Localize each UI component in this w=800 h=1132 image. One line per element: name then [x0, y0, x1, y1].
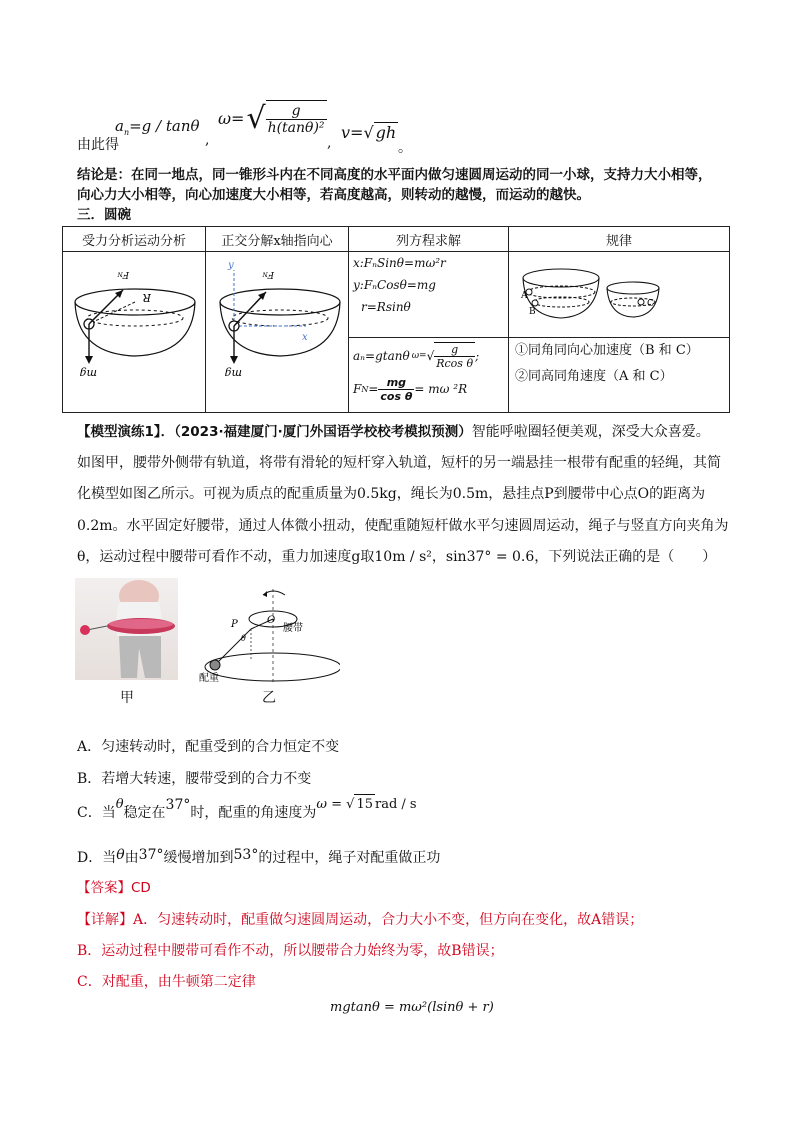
answer-detail-c: C．对配重，由牛顿第二定律 [77, 974, 256, 990]
equation-r: r=Rsinθ [361, 300, 411, 314]
choice-c-omega: ω = [316, 797, 343, 812]
label-c: C [647, 299, 654, 309]
choice-a: A．匀速转动时，配重受到的合力恒定不变 [77, 739, 340, 755]
an-subscript: n [123, 128, 130, 137]
cell-equations-top [349, 252, 509, 338]
omega-denominator: h(tanθ)² [267, 120, 325, 136]
equation-x: x:FₙSinθ=mω²r [353, 256, 446, 270]
problem-line5: θ，运动过程中腰带可看作不动，重力加速度g取10m / s²，sin37° = 0.6，下列说法正确的是（ ） [77, 549, 717, 565]
problem-line2: 如图甲，腰带外侧带有轨道，将带有滑轮的短杆穿入轨道，短杆的另一端悬挂一根带有配重的轻绳，其简 [77, 455, 721, 471]
label-a: A [521, 291, 528, 301]
header-decomposition: 正交分解x轴指向心 [206, 227, 349, 252]
answer-detail-b: B．运动过程中腰带可看作不动，所以腰带合力始终为零，故B错误； [77, 943, 504, 959]
cell-rules-text [509, 337, 730, 412]
choice-c-theta: θ [115, 797, 124, 812]
v-formula: v=√ gh [341, 123, 397, 142]
equation-y: y:FₙCosθ=mg [353, 278, 436, 292]
choice-b: B．若增大转速，腰带受到的合力不变 [77, 771, 312, 787]
choice-c-unit: rad / s [374, 797, 417, 812]
an-rhs: =g / tanθ [129, 117, 200, 135]
r-label: R [142, 291, 151, 304]
o-label: O [267, 615, 276, 626]
v-sqrt: gh [375, 123, 397, 142]
x-axis-label: x [302, 332, 308, 343]
rule-2: ②同高同角速度（A 和 C） [515, 368, 673, 384]
fn-symbol: F [353, 382, 362, 397]
an-symbol: a [115, 117, 124, 135]
answer-label: 【答案】CD [77, 880, 151, 896]
mg-label: mg [79, 367, 97, 380]
figure-yi-diagram [195, 585, 340, 685]
figure-jia-photo [75, 578, 178, 680]
rule-1: ①同角同向心加速度（B 和 C） [515, 342, 699, 358]
intro-end: 。 [398, 140, 412, 156]
fn-subscript: N [361, 384, 369, 394]
an-formula [115, 117, 200, 137]
problem-line1 [77, 419, 710, 445]
hula-hoop-illustration [75, 578, 178, 680]
v-lhs: v= [341, 123, 364, 142]
cell-force-diagram [63, 252, 206, 413]
fn-rhs: = mω ²R [414, 382, 468, 397]
eq4-end: ; [475, 348, 480, 363]
section-title: 三．圆碗 [77, 207, 131, 223]
choice-c-mid2: 时，配重的角速度为 [190, 805, 317, 821]
bowl-force-diagram [63, 252, 205, 408]
fn-denominator: cos θ [380, 389, 413, 403]
omega-formula: ω= √ $\frac{g}{\text{h(tanθ)²}}$ [218, 100, 325, 136]
omega-eq-denominator: Rcos θ [436, 356, 474, 370]
figure-jia-label: 甲 [120, 690, 134, 706]
theta-label: θ [241, 634, 246, 643]
choice-d-theta: θ [116, 847, 125, 863]
choice-c-mid: 稳定在 [123, 805, 166, 821]
equation-an: aₙ=gtanθ ω= √ $\frac{g}{\text{Rcos θ}}$ ; [353, 342, 480, 370]
an-equation-lhs: aₙ=gtanθ [353, 348, 410, 363]
fn-label: FN [117, 269, 129, 279]
bowl-decomposition-diagram [206, 252, 348, 408]
y-axis-label: y [228, 260, 234, 271]
choice-c-prefix: C．当 [77, 805, 116, 821]
intro-prefix: 由此得 [77, 137, 119, 153]
header-force-analysis: 受力分析运动分析 [63, 227, 206, 252]
choice-d-mid2: 缓慢增加到 [163, 850, 234, 866]
conclusion-line1: 结论是：在同一地点，同一锥形斗内在不同高度的水平面内做匀速圆周运动的同一小球，支持力大小相等， [77, 167, 712, 183]
answer-formula: mgtanθ = mω²(lsinθ + r) [330, 1000, 494, 1015]
comma-1: , [205, 132, 210, 148]
equation-fn: F N = $\frac{mg}{\text{cos θ}}$ = mω ²R [353, 375, 468, 403]
mg-label-2: mg [224, 367, 242, 380]
choice-c-angle: 37° [165, 797, 191, 813]
choice-d-prefix: D．当 [77, 850, 117, 866]
header-equations: 列方程求解 [349, 227, 509, 252]
problem-intro: 智能呼啦圈轻便美观，深受大众喜爱。 [471, 424, 710, 440]
analysis-table [62, 226, 730, 413]
figure-yi-label: 乙 [262, 690, 276, 706]
omega-numerator: g [266, 103, 327, 120]
choice-c: C．当 θ 稳定在 37° 时，配重的角速度为 ω = √ 15 rad / s [77, 802, 417, 823]
conical-pendulum-model [195, 585, 340, 685]
omega-equation-lhs: ω= [411, 350, 427, 361]
omega-eq-numerator: g [434, 343, 475, 357]
omega-lhs: ω= [218, 108, 245, 128]
choice-d-to: 53° [233, 847, 259, 863]
label-b: B [529, 307, 536, 317]
comma-2: , [327, 135, 332, 151]
problem-line4: 0.2m。水平固定好腰带，通过人体微小扭动，使配重随短杆做水平匀速圆周运动，绳子与竖直方向夹角为 [77, 518, 729, 534]
choice-d-end: 的过程中，绳子对配重做正功 [258, 850, 441, 866]
problem-title: 【模型演练1】．（2023·福建厦门·厦门外国语学校校考模拟预测） [77, 424, 472, 440]
conclusion-line2: 向心力大小相等，向心加速度大小相等，若高度越高，则转动的越慢，而运动的越快。 [77, 187, 590, 203]
answer-detail-a: 【详解】A．匀速转动时，配重做匀速圆周运动，合力大小不变，但方向在变化，故A错误； [77, 912, 644, 928]
choice-d [77, 848, 440, 868]
p-label: P [231, 619, 238, 630]
fn-numerator: mg [378, 376, 414, 390]
weight-label: 配重 [199, 673, 219, 684]
choice-c-sqrt: 15 [354, 794, 375, 815]
cell-bowl-figure [509, 252, 730, 338]
choice-d-mid: 由 [124, 850, 139, 866]
two-bowls-diagram [509, 252, 729, 332]
cell-equations-bottom [349, 337, 509, 412]
header-rules: 规律 [509, 227, 730, 252]
belt-label: 腰带 [283, 623, 303, 634]
cell-decomposition-diagram [206, 252, 349, 413]
fn-label-2: FN [262, 269, 274, 279]
choice-d-from: 37° [138, 847, 164, 863]
problem-line3: 化模型如图乙所示。可视为质点的配重质量为0.5kg，绳长为0.5m，悬挂点P到腰带中心点O的距离为 [77, 486, 706, 502]
